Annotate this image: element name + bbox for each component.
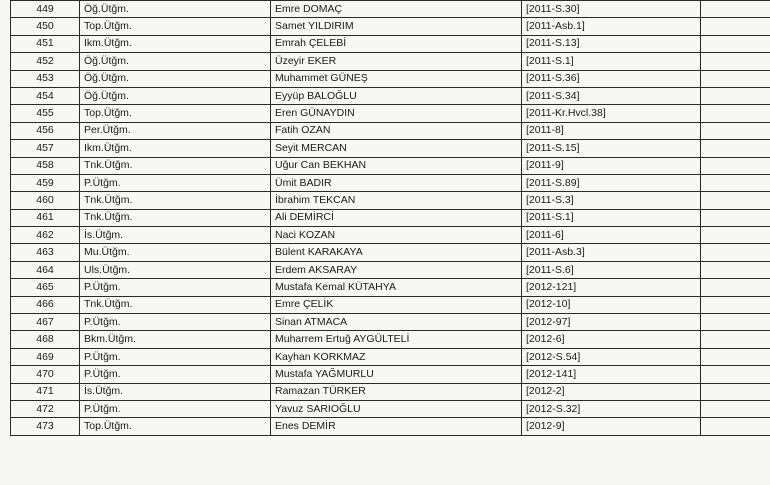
class-code-cell: [2012-121] bbox=[522, 279, 701, 296]
name-cell: Seyit MERCAN bbox=[271, 140, 522, 157]
name-cell: Mustafa YAĞMURLU bbox=[271, 366, 522, 383]
empty-cell bbox=[701, 87, 770, 104]
class-code-cell: [2011-Asb.3] bbox=[522, 244, 701, 261]
rank-cell: Tnk.Ütğm. bbox=[80, 209, 271, 226]
table-row bbox=[11, 348, 770, 365]
table-row bbox=[11, 366, 770, 383]
class-code-cell: [2012-6] bbox=[522, 331, 701, 348]
personnel-roster-table bbox=[10, 0, 770, 436]
table-row bbox=[11, 157, 770, 174]
row-number-cell: 471 bbox=[11, 383, 80, 400]
table-row bbox=[11, 1, 770, 18]
row-number-cell: 453 bbox=[11, 70, 80, 87]
table-row bbox=[11, 140, 770, 157]
rank-cell: Top.Ütğm. bbox=[80, 418, 271, 435]
name-cell: Eyyüp BALOĞLU bbox=[271, 87, 522, 104]
empty-cell bbox=[701, 279, 770, 296]
rank-cell: Top.Ütğm. bbox=[80, 18, 271, 35]
rank-cell: Per.Ütğm. bbox=[80, 122, 271, 139]
class-code-cell: [2011-S.1] bbox=[522, 209, 701, 226]
table-row bbox=[11, 70, 770, 87]
row-number-cell: 450 bbox=[11, 18, 80, 35]
table-row bbox=[11, 383, 770, 400]
table-row bbox=[11, 296, 770, 313]
name-cell: Fatih OZAN bbox=[271, 122, 522, 139]
empty-cell bbox=[701, 296, 770, 313]
rank-cell: P.Ütğm. bbox=[80, 366, 271, 383]
table-row bbox=[11, 35, 770, 52]
class-code-cell: [2011-S.36] bbox=[522, 70, 701, 87]
table-row bbox=[11, 87, 770, 104]
row-number-cell: 467 bbox=[11, 314, 80, 331]
class-code-cell: [2011-S.15] bbox=[522, 140, 701, 157]
row-number-cell: 452 bbox=[11, 53, 80, 70]
name-cell: Samet YILDIRIM bbox=[271, 18, 522, 35]
rank-cell: Tnk.Ütğm. bbox=[80, 296, 271, 313]
row-number-cell: 463 bbox=[11, 244, 80, 261]
empty-cell bbox=[701, 70, 770, 87]
rank-cell: İs.Ütğm. bbox=[80, 227, 271, 244]
rank-cell: Öğ.Ütğm. bbox=[80, 87, 271, 104]
empty-cell bbox=[701, 400, 770, 417]
empty-cell bbox=[701, 331, 770, 348]
table-row bbox=[11, 18, 770, 35]
row-number-cell: 459 bbox=[11, 174, 80, 191]
rank-cell: Uls.Ütğm. bbox=[80, 261, 271, 278]
class-code-cell: [2011-9] bbox=[522, 157, 701, 174]
rank-cell: Tnk.Ütğm. bbox=[80, 157, 271, 174]
class-code-cell: [2012-S.32] bbox=[522, 400, 701, 417]
table-row bbox=[11, 105, 770, 122]
empty-cell bbox=[701, 192, 770, 209]
row-number-cell: 462 bbox=[11, 227, 80, 244]
class-code-cell: [2012-141] bbox=[522, 366, 701, 383]
rank-cell: P.Ütğm. bbox=[80, 174, 271, 191]
empty-cell bbox=[701, 140, 770, 157]
row-number-cell: 461 bbox=[11, 209, 80, 226]
row-number-cell: 470 bbox=[11, 366, 80, 383]
rank-cell: Top.Ütğm. bbox=[80, 105, 271, 122]
empty-cell bbox=[701, 35, 770, 52]
name-cell: Emre DOMAÇ bbox=[271, 1, 522, 18]
name-cell: Muharrem Ertuğ AYGÜLTELİ bbox=[271, 331, 522, 348]
class-code-cell: [2012-S.54] bbox=[522, 348, 701, 365]
name-cell: Mustafa Kemal KÜTAHYA bbox=[271, 279, 522, 296]
name-cell: Ali DEMİRCİ bbox=[271, 209, 522, 226]
class-code-cell: [2011-8] bbox=[522, 122, 701, 139]
row-number-cell: 457 bbox=[11, 140, 80, 157]
empty-cell bbox=[701, 157, 770, 174]
empty-cell bbox=[701, 348, 770, 365]
class-code-cell: [2012-10] bbox=[522, 296, 701, 313]
empty-cell bbox=[701, 209, 770, 226]
table-row bbox=[11, 174, 770, 191]
empty-cell bbox=[701, 261, 770, 278]
rank-cell: İs.Ütğm. bbox=[80, 383, 271, 400]
row-number-cell: 464 bbox=[11, 261, 80, 278]
rank-cell: Ikm.Ütğm. bbox=[80, 140, 271, 157]
row-number-cell: 460 bbox=[11, 192, 80, 209]
table-row bbox=[11, 122, 770, 139]
table-row bbox=[11, 279, 770, 296]
roster-table-body bbox=[11, 1, 770, 436]
empty-cell bbox=[701, 244, 770, 261]
name-cell: Erdem AKSARAY bbox=[271, 261, 522, 278]
empty-cell bbox=[701, 418, 770, 435]
row-number-cell: 473 bbox=[11, 418, 80, 435]
empty-cell bbox=[701, 18, 770, 35]
rank-cell: Bkm.Ütğm. bbox=[80, 331, 271, 348]
table-row bbox=[11, 192, 770, 209]
class-code-cell: [2011-S.6] bbox=[522, 261, 701, 278]
name-cell: Muhammet GÜNEŞ bbox=[271, 70, 522, 87]
table-row bbox=[11, 418, 770, 435]
row-number-cell: 468 bbox=[11, 331, 80, 348]
table-row bbox=[11, 261, 770, 278]
table-row bbox=[11, 400, 770, 417]
empty-cell bbox=[701, 105, 770, 122]
table-row bbox=[11, 227, 770, 244]
row-number-cell: 465 bbox=[11, 279, 80, 296]
class-code-cell: [2011-S.89] bbox=[522, 174, 701, 191]
empty-cell bbox=[701, 122, 770, 139]
empty-cell bbox=[701, 1, 770, 18]
row-number-cell: 454 bbox=[11, 87, 80, 104]
row-number-cell: 466 bbox=[11, 296, 80, 313]
name-cell: Sinan ATMACA bbox=[271, 314, 522, 331]
class-code-cell: [2012-9] bbox=[522, 418, 701, 435]
rank-cell: P.Ütğm. bbox=[80, 400, 271, 417]
row-number-cell: 449 bbox=[11, 1, 80, 18]
empty-cell bbox=[701, 174, 770, 191]
empty-cell bbox=[701, 227, 770, 244]
rank-cell: P.Ütğm. bbox=[80, 348, 271, 365]
empty-cell bbox=[701, 53, 770, 70]
rank-cell: Mu.Ütğm. bbox=[80, 244, 271, 261]
class-code-cell: [2012-2] bbox=[522, 383, 701, 400]
class-code-cell: [2011-6] bbox=[522, 227, 701, 244]
class-code-cell: [2011-Kr.Hvcl.38] bbox=[522, 105, 701, 122]
name-cell: Enes DEMİR bbox=[271, 418, 522, 435]
name-cell: Uğur Can BEKHAN bbox=[271, 157, 522, 174]
rank-cell: Ikm.Ütğm. bbox=[80, 35, 271, 52]
name-cell: İbrahim TEKCAN bbox=[271, 192, 522, 209]
rank-cell: P.Ütğm. bbox=[80, 314, 271, 331]
name-cell: Ümit BADIR bbox=[271, 174, 522, 191]
row-number-cell: 469 bbox=[11, 348, 80, 365]
name-cell: Emre ÇELİK bbox=[271, 296, 522, 313]
row-number-cell: 456 bbox=[11, 122, 80, 139]
class-code-cell: [2011-Asb.1] bbox=[522, 18, 701, 35]
row-number-cell: 458 bbox=[11, 157, 80, 174]
rank-cell: P.Ütğm. bbox=[80, 279, 271, 296]
table-row bbox=[11, 244, 770, 261]
name-cell: Eren GÜNAYDIN bbox=[271, 105, 522, 122]
rank-cell: Tnk.Ütğm. bbox=[80, 192, 271, 209]
class-code-cell: [2011-S.30] bbox=[522, 1, 701, 18]
class-code-cell: [2012-97] bbox=[522, 314, 701, 331]
name-cell: Bülent KARAKAYA bbox=[271, 244, 522, 261]
name-cell: Üzeyir EKER bbox=[271, 53, 522, 70]
empty-cell bbox=[701, 366, 770, 383]
name-cell: Yavuz SARIOĞLU bbox=[271, 400, 522, 417]
class-code-cell: [2011-S.34] bbox=[522, 87, 701, 104]
rank-cell: Öğ.Ütğm. bbox=[80, 70, 271, 87]
rank-cell: Öğ.Ütğm. bbox=[80, 53, 271, 70]
name-cell: Ramazan TÜRKER bbox=[271, 383, 522, 400]
empty-cell bbox=[701, 314, 770, 331]
name-cell: Naci KOZAN bbox=[271, 227, 522, 244]
class-code-cell: [2011-S.13] bbox=[522, 35, 701, 52]
table-row bbox=[11, 209, 770, 226]
table-row bbox=[11, 331, 770, 348]
row-number-cell: 455 bbox=[11, 105, 80, 122]
row-number-cell: 451 bbox=[11, 35, 80, 52]
table-row bbox=[11, 53, 770, 70]
class-code-cell: [2011-S.1] bbox=[522, 53, 701, 70]
row-number-cell: 472 bbox=[11, 400, 80, 417]
empty-cell bbox=[701, 383, 770, 400]
name-cell: Kayhan KORKMAZ bbox=[271, 348, 522, 365]
class-code-cell: [2011-S.3] bbox=[522, 192, 701, 209]
table-row bbox=[11, 314, 770, 331]
name-cell: Emrah ÇELEBİ bbox=[271, 35, 522, 52]
rank-cell: Öğ.Ütğm. bbox=[80, 1, 271, 18]
